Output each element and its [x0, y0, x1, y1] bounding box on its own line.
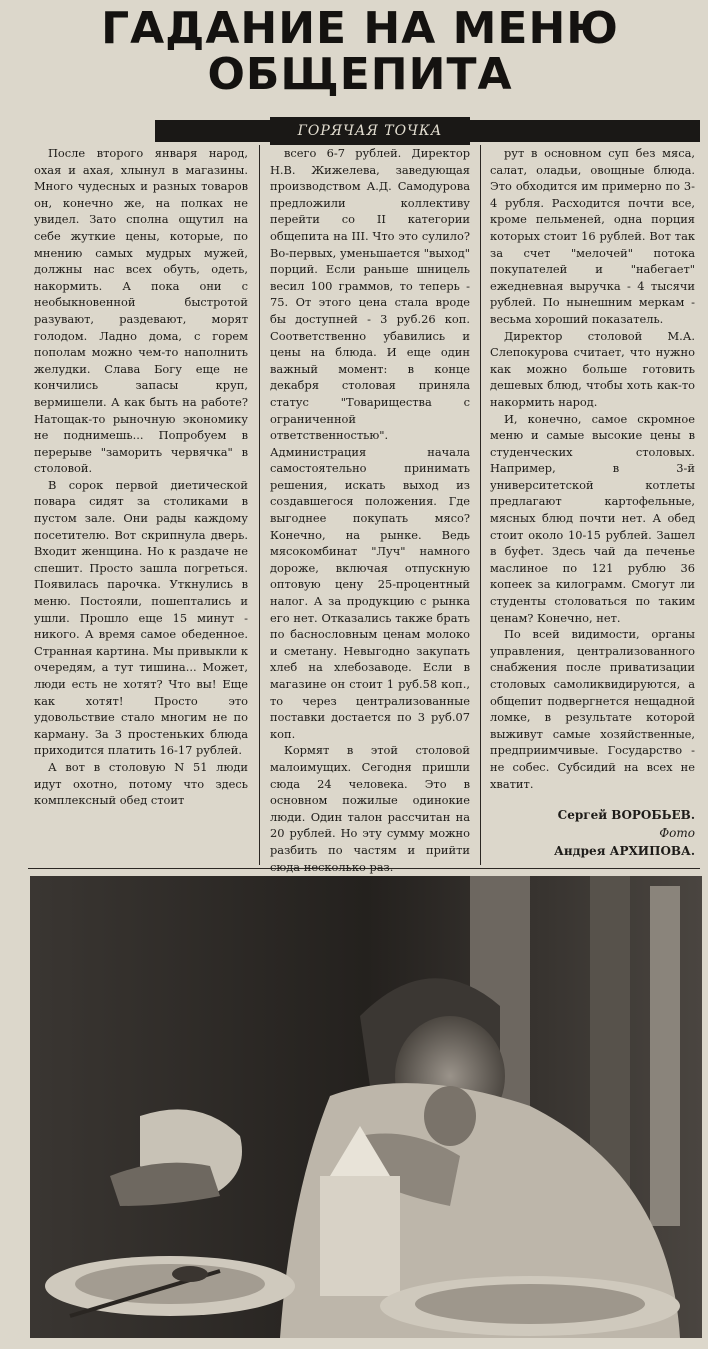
- photo-credit-label: Фото: [659, 826, 695, 840]
- paragraph: всего 6-7 рублей. Директор Н.В. Жижелева, заведующая производством А.Д. Самодурова предложили коллективу перейти со II категории общепита на III. Что это сулило? Во-первых, уменьшается "выход" порций. Если раньше шницель весил 100 граммов, то теперь - 75. От этого цена стала вроде бы доступней - 3 руб.26 коп. Соответственно убавились и цены на блюда. И еще один важный момент: в конце декабря столовая приняла статус "Товарищества с ограниченной ответственностью". Администрация начала самостоятельно принимать решения, искать выход из создавшегося положения. Где выгоднее покупать мясо? Конечно, на рынке. Ведь мясокомбинат "Луч" намного дороже, включая отпускную оптовую цену 25-процентный налог. А за продукцию с рынка его нет. Отказались также брать по баснословным ценам молоко и сметану. Невыгодно закупать хлеб на хлебозаводе. Если в магазине он стоит 1 руб.58 коп., то через централизованные поставки достается по 3 руб.07 коп.: [270, 146, 470, 741]
- paragraph: По всей видимости, органы управления, централизованного снабжения после приватизации столовых самоликвидируются, а общепит подвергнется нещадной ломке, в результате которой выживут самые хозяйственные, предприимчивые. Государство - не собес. Субсидий на всех не хватит.: [490, 627, 695, 791]
- author-byline: Сергей ВОРОБЬЕВ.: [557, 808, 695, 822]
- paragraph: рут в основном суп без мяса, салат, оладьи, овощные блюда. Это обходится им примерно по 3-4 рубля. Расходится почти все, кроме пельменей, одна порция которых стоит 16 рублей. Вот так за счет "мелочей" потока покупателей и "набегает" ежедневная выручка - 4 тысячи рублей. По нынешним меркам - весьма хороший показатель.: [490, 146, 695, 326]
- paragraph: Кормят в этой столовой малоимущих. Сегодня пришли сюда 24 человека. Это в основном пожилые одинокие люди. Один талон рассчитан на 20 рублей. Но эту сумму можно разбить по частям и прийти сюда несколько раз.: [270, 743, 470, 874]
- photo-illustration: [30, 876, 702, 1338]
- article-title: [40, 3, 680, 100]
- photo-man-eating: [30, 876, 702, 1338]
- paragraph: И, конечно, самое скромное меню и самые высокие цены в студенческих столовых. Например, в 3-й университетской котлеты предлагают картофельные, мясных блюд почти нет. А обед стоит около 10-15 рублей. Зашел в буфет. Здесь чай да печенье маслиное по 121 рублю 36 копеек за килограмм. Смогут ли студенты столоваться по таким ценам? Конечно, нет.: [490, 411, 695, 625]
- column-rule-1: [259, 145, 260, 865]
- article-column-1: [34, 145, 248, 865]
- article-column-3: [490, 145, 695, 795]
- column-rule-2: [480, 145, 481, 865]
- paragraph: А вот в столовую N 51 люди идут охотно, потому что здесь комплексный обед стоит: [34, 759, 248, 808]
- paragraph: После второго января народ, охая и ахая, хлынул в магазины. Много чудесных и разных товаров он, конечно же, на полках не увидел. Зато сполна ощутил на себе жуткие цены, которые, по мнению самых мудрых мужей, должны нас всех обуть, одеть, накормить. А пока они с необыкновенной быстротой разувают, раздевают, морят голодом. Ладно дома, с горем пополам можно чем-то наполнить желудки. Слава Богу еще не кончились запасы круп, вермишели. А как быть на работе? Натощак-то рыночную экономику не поднимешь... Попробуем в перерыве "заморить червячка" в столовой.: [34, 146, 248, 476]
- title-line-2: ОБЩЕПИТА: [207, 49, 513, 100]
- paragraph: В сорок первой диетической повара сидят за столиками в пустом зале. Они рады каждому посетителю. Вот скрипнула дверь. Входит женщина. Но к раздаче не спешит. Просто зашла погреться. Появилась парочка. Уткнулись в меню. Постояли, пошептались и ушли. Прошло еще 15 минут - никого. А время самое обеденное. Странная картина. Мы привыкли к очередям, а тут тишина... Может, люди есть не хотят? Что вы! Еще как хотят! Просто это удовольствие стало многим не по карману. За 3 простеньких блюда приходится платить 16-17 рублей.: [34, 477, 248, 758]
- photographer-byline: Андрея АРХИПОВА.: [554, 844, 695, 858]
- rubric-label: ГОРЯЧАЯ ТОЧКА: [270, 117, 470, 145]
- title-line-1: ГАДАНИЕ НА МЕНЮ: [101, 3, 619, 54]
- article-column-2: [270, 145, 470, 874]
- paragraph: Директор столовой М.А. Слепокурова считает, что нужно как можно больше готовить дешевых блюд, чтобы хоть как-то накормить народ.: [490, 328, 695, 409]
